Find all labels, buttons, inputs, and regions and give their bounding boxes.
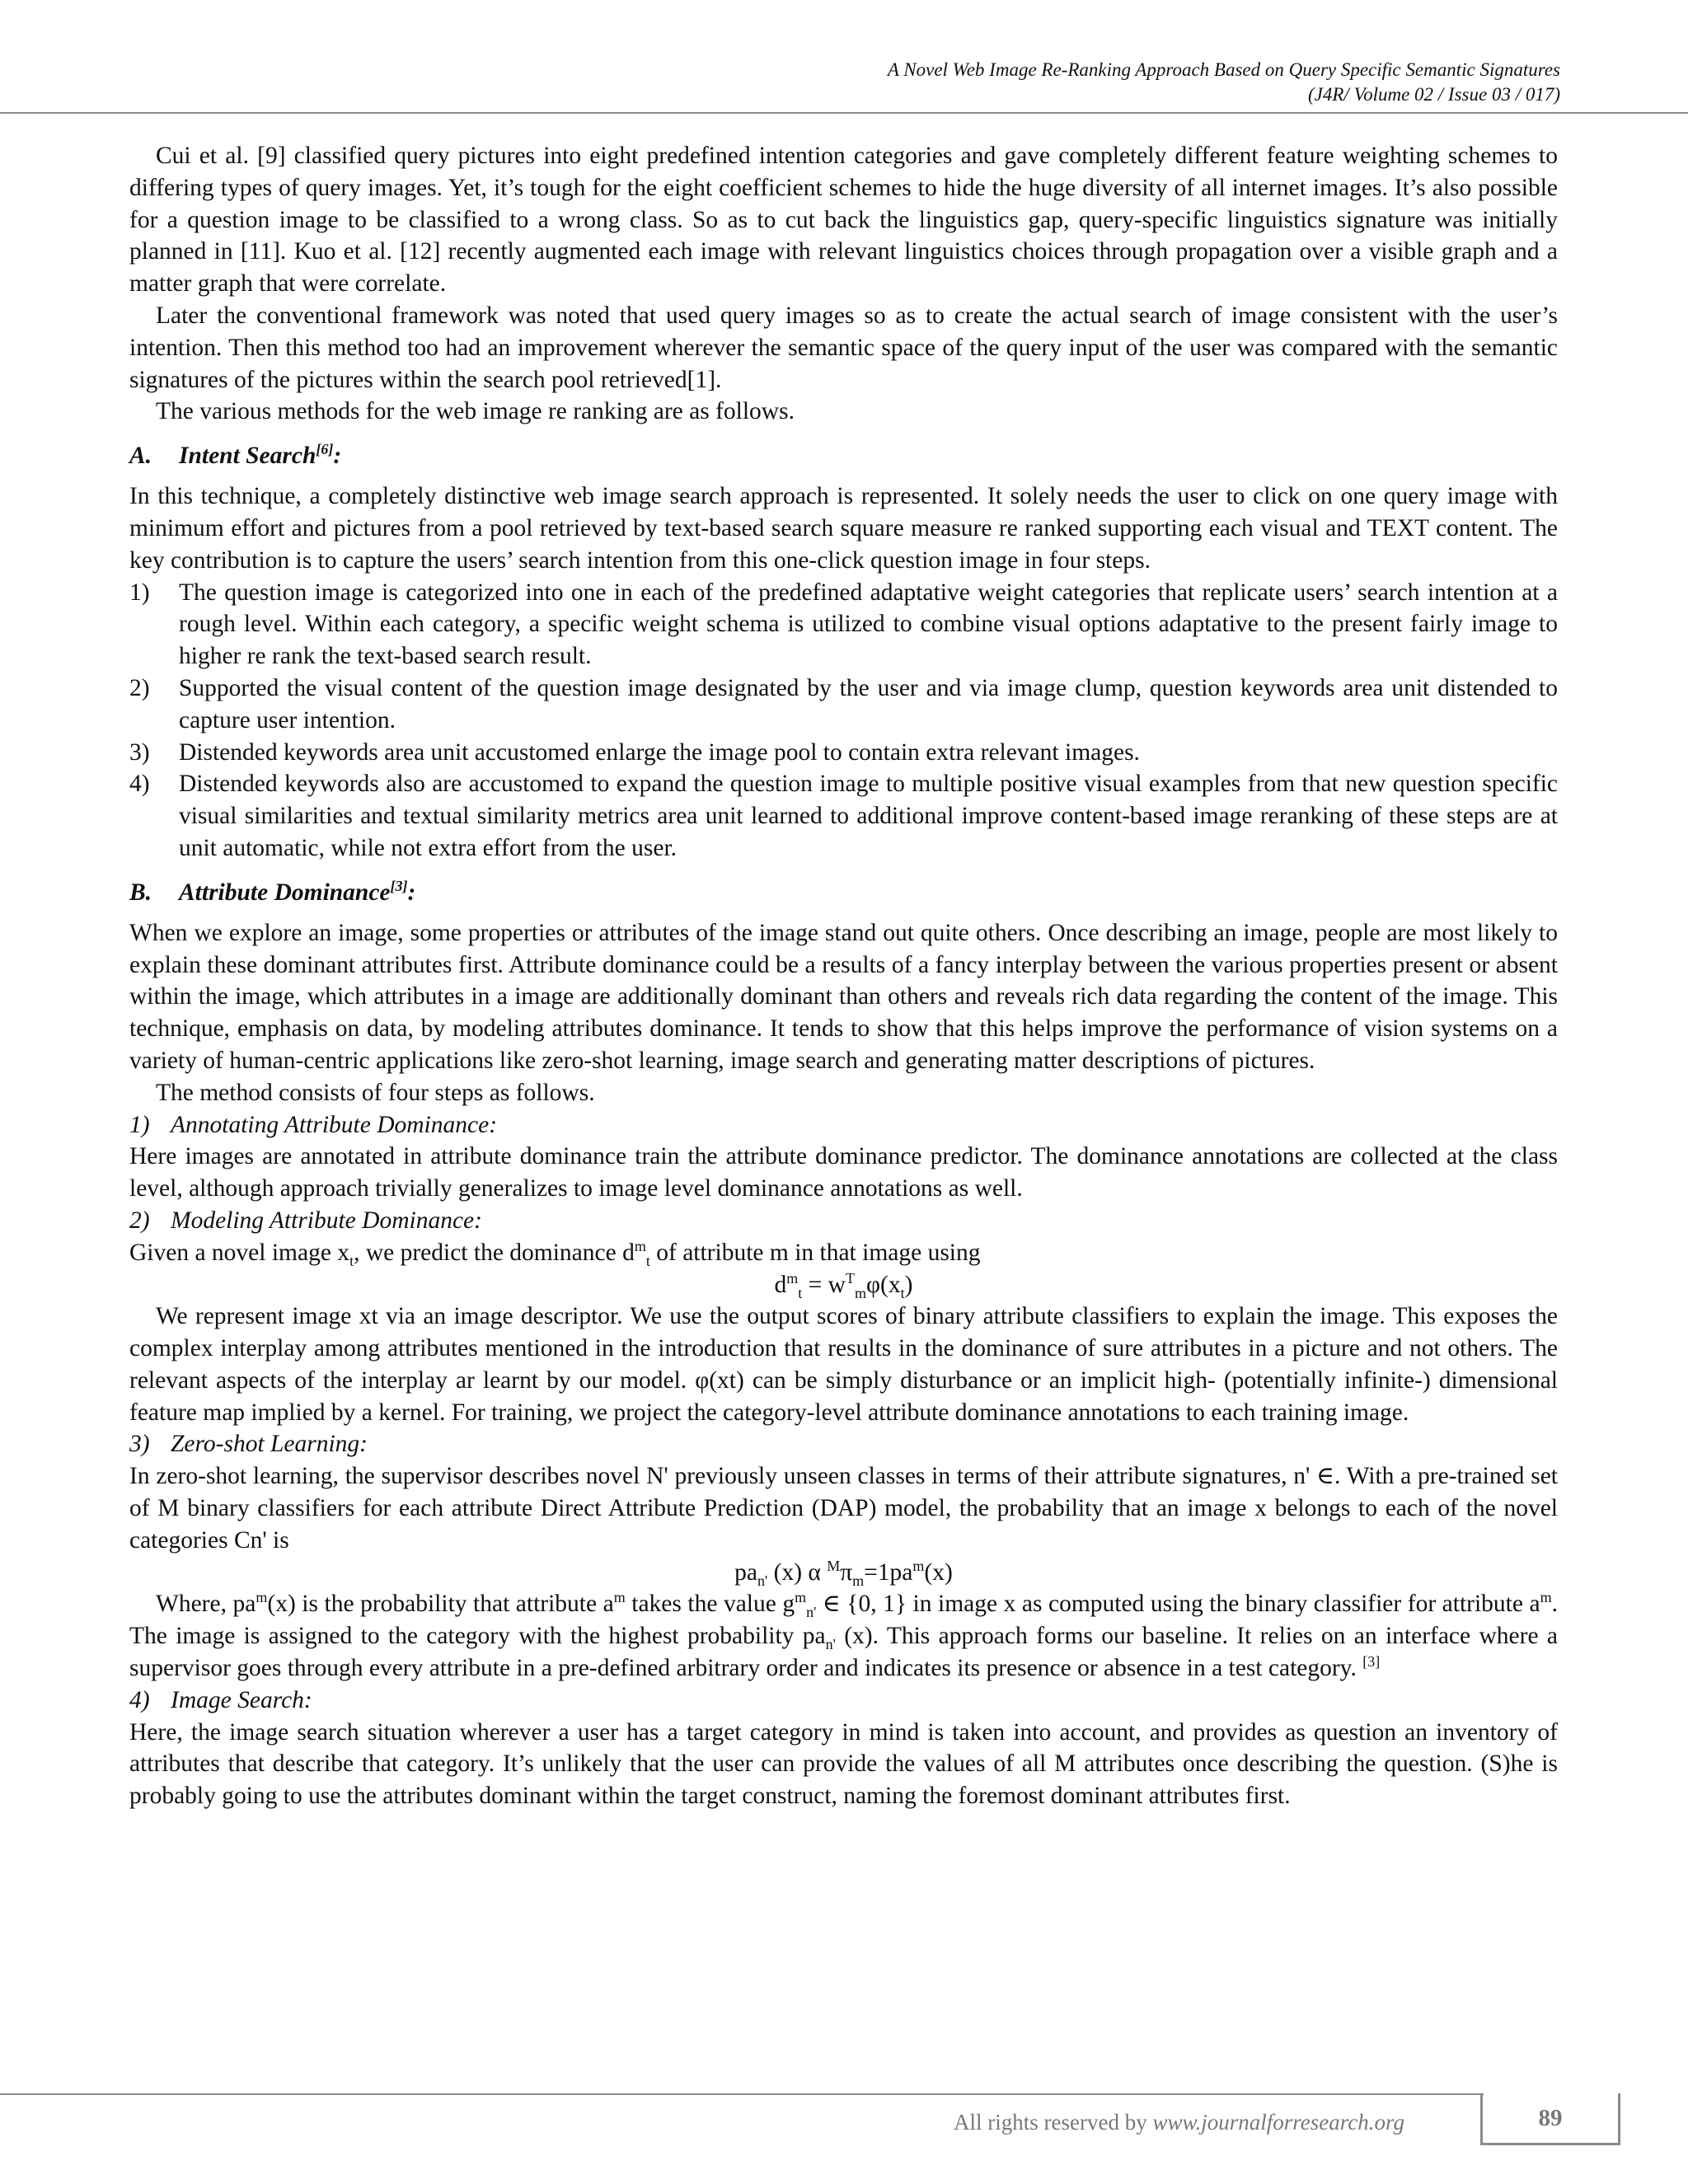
superscript-m: m (613, 1589, 626, 1606)
subscript-t: t (349, 1252, 354, 1269)
list-item (129, 577, 1558, 673)
equation-dominance (129, 1269, 1558, 1301)
section-b-letter: B. (129, 879, 152, 906)
section-b-paragraph-1: When we explore an image, some properties or attributes of the image stand out quite others. Once describing an image, people are most likely to explain these dominant attributes first. Attribute dominance could be a results of a fancy interplay between the various properties present or absent within the image, which attributes in a image are additionally dominant than others and reveals rich data regarding the content of the image. This technique, emphasis on data, by modeling attributes dominance. It tends to show that this helps improve the performance of vision systems on a variety of human-centric applications like zero-shot learning, image search and generating matter descriptions of pictures. (129, 919, 1558, 1074)
section-a-title: Intent Search (179, 443, 316, 470)
list-item (129, 737, 1558, 769)
footer-site-link[interactable]: www.journalforresearch.org (1152, 2110, 1404, 2135)
step-text: Distended keywords area unit accustomed enlarge the image pool to contain extra relevant images. (179, 738, 1140, 766)
step-number: 4) (129, 771, 150, 798)
page-number-box (1480, 2093, 1620, 2145)
step-text: The question image is categorized into one in each of the predefined adaptative weight categories that replicate users’ search intention at a rough level. Within each category, a specific weight schema is utilized to combine visual options adaptative to the present fairly image to higher re rank the text-based search result. (179, 579, 1558, 670)
eq-term: (x) α (767, 1558, 828, 1586)
page-footer (0, 2093, 1688, 2151)
given-text-c: of attribute m in that image using (649, 1239, 981, 1266)
subsection-1-heading (129, 1109, 1558, 1141)
eq-term: =1pa (864, 1558, 913, 1586)
subscript-t: t (900, 1284, 905, 1301)
running-header (128, 58, 1560, 107)
superscript-m: m (912, 1557, 925, 1574)
subsection-2-heading (129, 1205, 1558, 1237)
superscript-m: m (1540, 1589, 1552, 1606)
subsection-2-given (129, 1237, 1558, 1269)
subsection-2-number: 2) (129, 1207, 150, 1234)
section-a-paragraph: In this technique, a completely distinctive web image search approach is represented. It solely needs the user to click on one query image with minimum effort and pictures from a pool retrieved by text-based search square measure re ranked supporting each visual and TEXT content. The key contribution is to capture the users’ search intention from this one-click question image in four steps. (129, 483, 1558, 574)
subsection-2-title: Modeling Attribute Dominance: (171, 1207, 482, 1234)
section-b-ref: [3] (390, 877, 408, 894)
eq-term: d (774, 1271, 787, 1298)
eq-term: φ(x (866, 1271, 901, 1298)
intro-paragraph-2: Later the conventional framework was noted that used query images so as to create the actual search of image consistent with the user’s intention. Then this method too had an improvement wherever the semantic space of the query input of the user was compared with the semantic signatures of the pictures within the search pool retrieved[1]. (129, 302, 1558, 393)
subsection-1-number: 1) (129, 1111, 150, 1138)
footer-rights (954, 2110, 1404, 2135)
list-item (129, 768, 1558, 864)
subsection-4-heading (129, 1685, 1558, 1717)
step-number: 3) (129, 738, 150, 766)
subsection-2-text: We represent image xt via an image descriptor. We use the output scores of binary attribute classifiers to explain the image. This exposes the complex interplay among attributes mentioned in the introduction that results in the dominance of sure attributes in a picture and not others. The relevant aspects of the interplay ar learnt by our model. φ(xt) can be simply disturbance or an implicit high- (potentially infinite-) dimensional feature map implied by a kernel. For training, we project the category-level attribute dominance annotations to each training image. (129, 1303, 1558, 1426)
rights-text: All rights reserved by (954, 2110, 1153, 2135)
superscript-m: m (634, 1237, 646, 1254)
section-a-steps (129, 577, 1558, 865)
step-number: 2) (129, 674, 150, 701)
header-title: A Novel Web Image Re-Ranking Approach Based on Query Specific Semantic Signatures (887, 59, 1560, 80)
section-b-title: Attribute Dominance (179, 879, 391, 906)
subscript-t: t (645, 1252, 650, 1269)
intro-paragraph-1: Cui et al. [9] classified query pictures into eight predefined intention categories and gave completely different feature weighting schemes to differing types of query images. Yet, it’s tough for the eight coefficient schemes to hide the huge diversity of all internet images. It’s also possible for a question image to be classified to a wrong class. So as to cut back the linguistics gap, query-specific linguistics signature was initially planned in [11]. Kuo et al. [12] recently augmented each image with relevant linguistics choices through propagation over a visible graph and a matter graph that were correlate. (129, 143, 1558, 298)
subsection-1-title: Annotating Attribute Dominance: (171, 1111, 498, 1138)
subsection-4-number: 4) (129, 1686, 150, 1713)
subsection-4-text: Here, the image search situation wherever a user has a target category in mind is taken into account, and provides as question an inventory of attributes that describe that category. It’s unlikely that the user can provide the values of all M attributes once describing the question. (S)he is probably going to use the attributes dominant within the target construct, naming the foremost dominant attributes first. (129, 1718, 1558, 1810)
subscript-nprime: n' (757, 1572, 768, 1589)
subsection-1-text: Here images are annotated in attribute dominance train the attribute dominance predictor. The dominance annotations are collected at the class level, although approach trivially generalizes to image level dominance annotations as well. (129, 1143, 1558, 1202)
subsection-4-title: Image Search: (171, 1686, 312, 1713)
equation-dap (129, 1557, 1558, 1589)
where-text: takes the value g (625, 1591, 795, 1618)
section-a-heading (129, 439, 1558, 472)
subsection-3-text: In zero-shot learning, the supervisor describes novel N' previously unseen classes in terms of their attribute signatures, n' ∈. With a pre-trained set of M binary classifiers for each attribute Direct Attribute Prediction (DAP) model, the probability that an image x belongs to each of the novel categories Cn' is (129, 1463, 1558, 1554)
superscript-M: M (827, 1557, 841, 1574)
section-b-colon: : (407, 879, 416, 906)
subscript-m: m (852, 1572, 865, 1589)
step-text: Supported the visual content of the question image designated by the user and via image clump, question keywords area unit distended to capture user intention. (179, 674, 1558, 733)
list-item (129, 673, 1558, 737)
section-a-colon: : (333, 443, 342, 470)
subsection-3-where (129, 1588, 1558, 1684)
step-number: 1) (129, 579, 150, 606)
superscript-m: m (786, 1269, 799, 1286)
eq-term: π (840, 1558, 853, 1586)
header-journal-ref: (J4R/ Volume 02 / Issue 03 / 017) (1308, 84, 1560, 105)
section-a-letter: A. (129, 443, 152, 470)
where-text: (x). This approach forms our baseline. It relies on an interface where a supervisor goes through every attribute in a pre-defined arbitrary order and indicates its presence or absence in a test category. (129, 1623, 1558, 1682)
eq-term: (x) (924, 1558, 953, 1586)
eq-term: = w (802, 1271, 846, 1298)
eq-term: pa (734, 1558, 757, 1586)
subscript-t: t (798, 1284, 803, 1301)
subscript-m: m (855, 1284, 867, 1301)
given-text-a: Given a novel image x (129, 1239, 350, 1266)
subsection-3-number: 3) (129, 1431, 150, 1458)
where-text: Where, pa (156, 1591, 256, 1618)
where-text: ∈ {0, 1} in image x as computed using the binary classifier for attribute a (816, 1591, 1540, 1618)
section-a-ref: [6] (316, 441, 334, 458)
step-text: Distended keywords also are accustomed to expand the question image to multiple positive visual examples from that new question specific visual similarities and textual similarity metrics area unit learned to additional improve content-based image reranking of these steps are at unit automatic, while not extra effort from the user. (179, 771, 1558, 861)
page-number: 89 (1538, 2105, 1563, 2131)
superscript-T: T (846, 1269, 855, 1286)
intro-paragraph-3: The various methods for the web image re ranking are as follows. (156, 398, 795, 425)
header-rule (0, 112, 1688, 114)
subsection-3-heading (129, 1428, 1558, 1460)
subsection-3-title: Zero-shot Learning: (171, 1431, 368, 1458)
page-body (129, 140, 1558, 1812)
eq-term: ) (904, 1271, 913, 1298)
where-text: (x) is the probability that attribute a (267, 1591, 614, 1618)
given-text-b: , we predict the dominance d (354, 1239, 635, 1266)
section-b-paragraph-2: The method consists of four steps as follows. (156, 1079, 595, 1106)
citation-ref: [3] (1362, 1653, 1381, 1671)
superscript-m: m (256, 1589, 268, 1606)
subscript-nprime: n' (806, 1604, 817, 1621)
footer-rule (0, 2093, 1484, 2095)
section-b-heading (129, 876, 1558, 909)
superscript-m: m (795, 1589, 807, 1606)
where-text: . The image is assigned to the category with the highest probability pa (129, 1591, 1558, 1650)
subscript-nprime: n' (825, 1636, 836, 1653)
